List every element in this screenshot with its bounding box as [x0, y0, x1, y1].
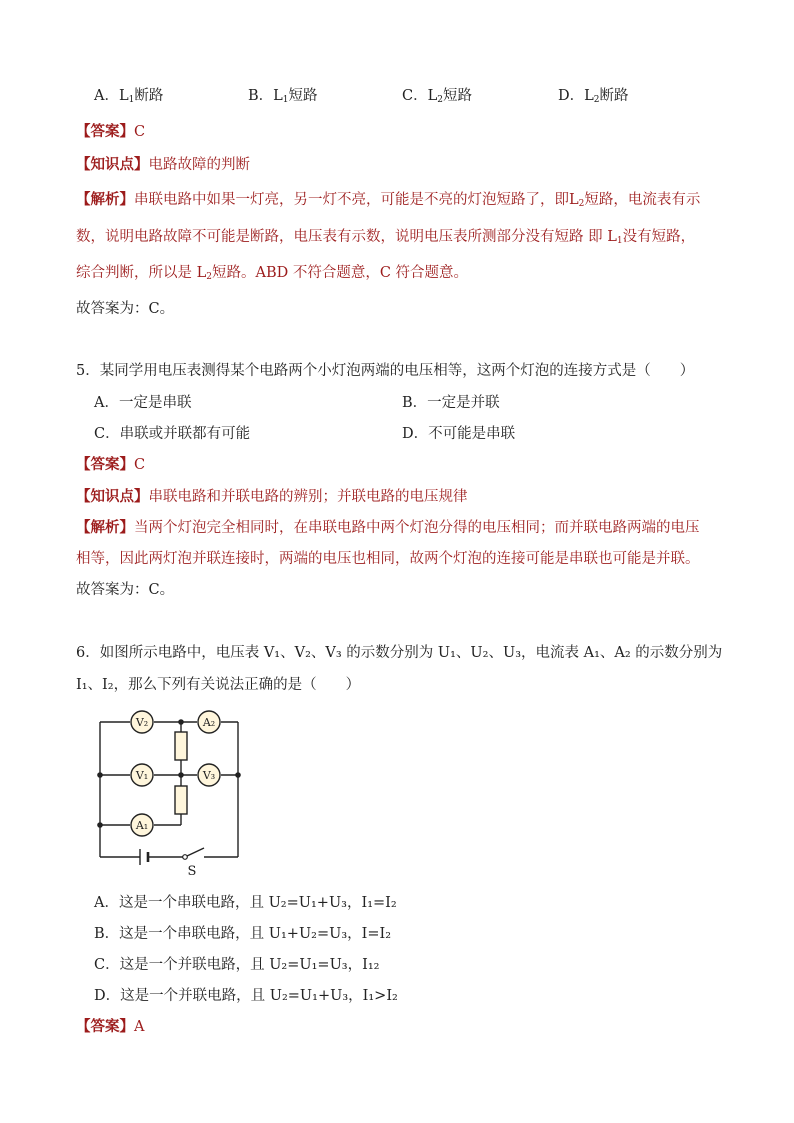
battery-icon [140, 849, 148, 865]
label-v3: V₃ [202, 769, 216, 782]
q6-option-c: C．这是一个并联电路，且 U₂=U₁=U₃，I₁₂ [94, 957, 380, 973]
q5-option-d: D．不可能是串联 [402, 426, 516, 442]
label-v1: V₁ [135, 769, 149, 782]
q6-option-b: B．这是一个串联电路，且 U₁+U₂=U₃，I=I₂ [94, 926, 392, 942]
q4-analysis-line-2: 数，说明电路故障不可能是断路，电压表有示数，说明电压表所测部分没有短路 即 $L_1$没有短路， [76, 229, 696, 246]
q5-stem: 5．某同学用电压表测得某个电路两个小灯泡两端的电压相等，这两个灯泡的连接方式是（ ） [76, 363, 695, 379]
q5-knowledge-point: 【知识点】串联电路和并联电路的辨别；并联电路的电压规律 [76, 488, 468, 505]
q4-option-c: C．$L_2$短路 [402, 88, 472, 105]
switch-icon [183, 848, 204, 859]
q4-option-b: B．$L_1$短路 [248, 88, 318, 105]
label-a2: A₂ [202, 716, 216, 729]
q6-stem-line-1: 6．如图所示电路中，电压表 V₁、V₂、V₃ 的示数分别为 U₁、U₂、U₃，电流表 A₁、A₂ 的示数分别为 [76, 645, 723, 661]
q4-answer: 【答案】C [76, 123, 146, 140]
q5-analysis-line-1: 【解析】当两个灯泡完全相同时，在串联电路中两个灯泡分得的电压相同；而并联电路两端的电压 [76, 519, 700, 536]
resistor-bottom [175, 786, 187, 814]
resistor-top [175, 732, 187, 760]
q5-answer: 【答案】C [76, 456, 146, 473]
q4-knowledge-point: 【知识点】电路故障的判断 [76, 156, 250, 173]
q4-analysis-line-3: 综合判断，所以是 $L_2$短路。ABD 不符合题意，C 符合题意。 [76, 265, 469, 282]
label-a1: A₁ [135, 819, 149, 832]
q4-option-d: D．$L_2$断路 [558, 88, 629, 105]
label-v2: V₂ [135, 716, 149, 729]
q6-option-a: A．这是一个串联电路，且 U₂=U₁+U₃，I₁=I₂ [94, 895, 397, 911]
label-switch: S [187, 864, 197, 879]
circuit-diagram [92, 710, 252, 880]
q6-answer: 【答案】A [76, 1018, 145, 1035]
q4-option-a: A．$L_1$断路 [94, 88, 164, 105]
q4-analysis-line-1: 【解析】串联电路中如果一灯亮，另一灯不亮，可能是不亮的灯泡短路了，即$L_2$短路，电流表有示 [76, 191, 701, 209]
q6-stem-line-2: I₁、I₂，那么下列有关说法正确的是（ ） [76, 677, 361, 693]
q5-option-a: A．一定是串联 [94, 395, 192, 411]
q4-final-answer: 故答案为：C。 [76, 301, 175, 317]
q5-analysis-line-2: 相等，因此两灯泡并联连接时，两端的电压也相同，故两个灯泡的连接可能是串联也可能是并联。 [76, 551, 700, 567]
q5-option-b: B．一定是并联 [402, 395, 500, 411]
q5-final-answer: 故答案为：C。 [76, 582, 175, 598]
q5-option-c: C．串联或并联都有可能 [94, 426, 251, 442]
q6-option-d: D．这是一个并联电路，且 U₂=U₁+U₃，I₁>I₂ [94, 988, 398, 1004]
